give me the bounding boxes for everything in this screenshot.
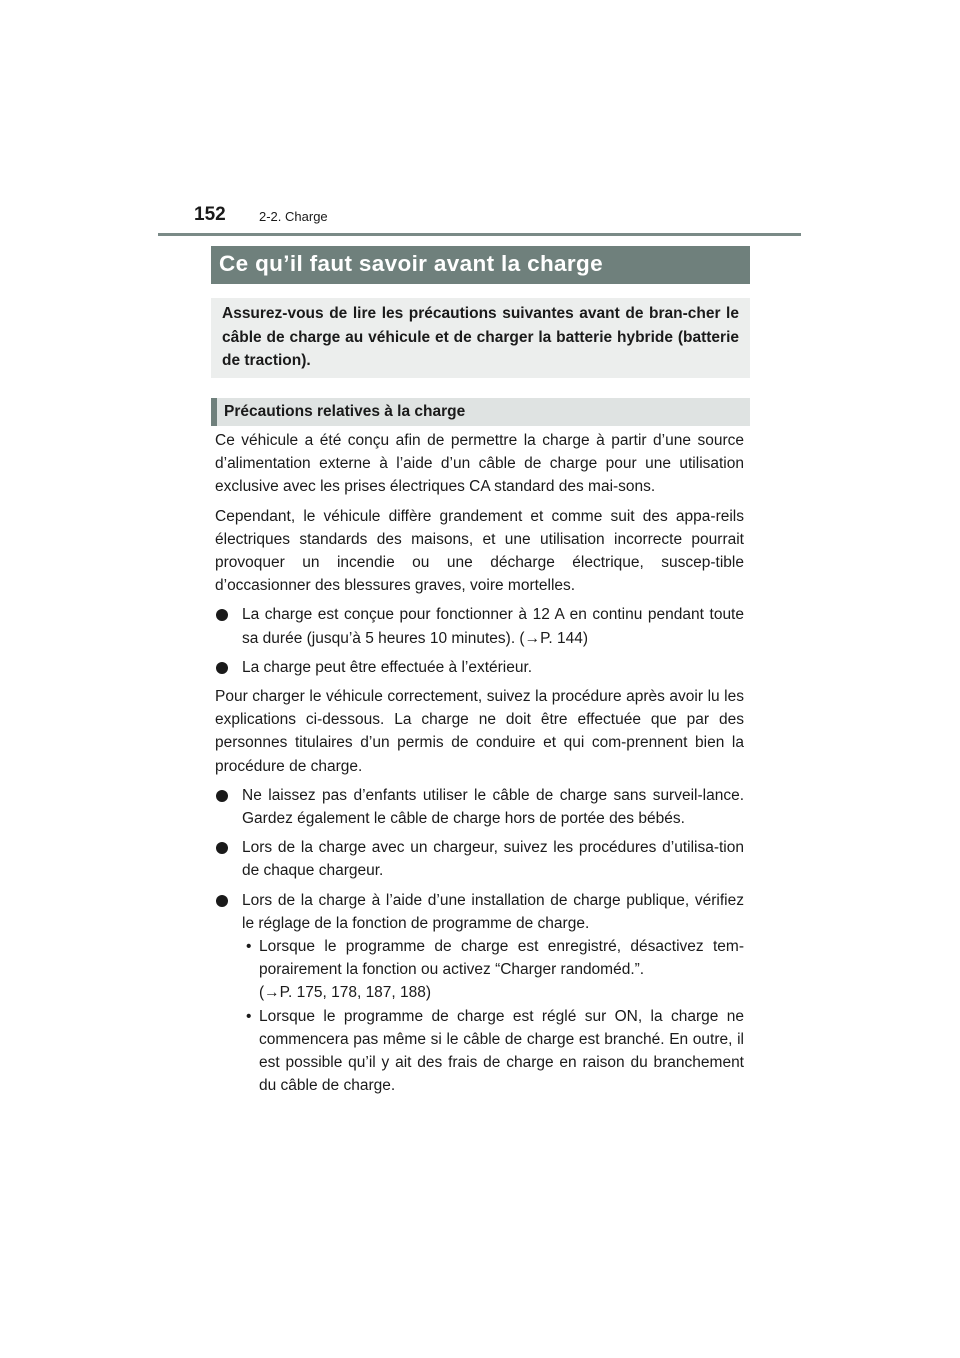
section-label: 2-2. Charge — [259, 209, 328, 224]
subheading: Précautions relatives à la charge — [224, 403, 466, 420]
paragraph-1: Ce véhicule a été conçu afin de permettre la charge à partir d’une source d’alimentation externe à l’aide d’un câble de charge pour une utilisation exclusive avec les prises électriques CA standard des mai-sons. — [215, 432, 744, 496]
bullet-item — [215, 784, 744, 830]
sub-bullet-item — [215, 1005, 744, 1098]
sub-bullet-text: Lorsque le programme de charge est réglé sur ON, la charge ne commencera pas même si le câble de charge est branché. En outre, il est possible qu’il y ait des frais de charge en raison du branchement du câble de charge. — [259, 1007, 744, 1095]
sub-bullet-text: Lorsque le programme de charge est enregistré, désactivez tem-porairement la fonction ou activez “Charger randoméd.”. — [259, 938, 744, 979]
sub-bullet-marker: • — [246, 938, 252, 956]
body-content — [215, 429, 744, 1097]
section-title-bar — [211, 246, 750, 284]
header-divider — [158, 233, 801, 236]
bullet-item — [215, 656, 744, 679]
bullet-dot-icon — [216, 842, 228, 854]
section-title: Ce qu’il faut savoir avant la charge — [219, 251, 603, 276]
bullet-text: La charge peut être effectuée à l’extérieur. — [242, 658, 533, 676]
sub-bullet-marker: • — [246, 1007, 252, 1025]
bullet-dot-icon — [216, 790, 228, 802]
bullet-dot-icon — [216, 662, 228, 674]
page-reference: (→P. 175, 178, 187, 188) — [259, 984, 432, 1002]
intro-box — [211, 298, 750, 378]
bullet-dot-icon — [216, 895, 228, 907]
subheading-accent — [211, 398, 217, 426]
bullet-item — [215, 603, 744, 649]
bullet-text: Ne laissez pas d’enfants utiliser le câble de charge sans surveil-lance. Gardez également le câble de charge hors de portée des bébés. — [242, 786, 744, 828]
bullet-item — [215, 889, 744, 935]
sub-bullet-item — [215, 935, 744, 1005]
intro-text: Assurez-vous de lire les précautions suivantes avant de bran-cher le câble de charge au véhicule et de charger la batterie hybride (batterie de traction). — [222, 305, 739, 369]
subheading-bar — [211, 398, 750, 426]
bullet-text: Lors de la charge à l’aide d’une installation de charge publique, vérifiez le réglage de la fonction de programme de charge. — [242, 891, 744, 932]
bullet-text: Lors de la charge avec un chargeur, suivez les procédures d’utilisa-tion de chaque chargeur. — [242, 839, 744, 880]
bullet-item — [215, 836, 744, 882]
page-number: 152 — [194, 204, 226, 225]
bullet-dot-icon — [216, 609, 228, 621]
bullet-text: La charge est conçue pour fonctionner à 12 A en continu pendant toute sa durée (jusqu’à 5 heures 10 minutes). (→P. 144) — [242, 606, 744, 647]
paragraph-3: Pour charger le véhicule correctement, suivez la procédure après avoir lu les explications ci-dessous. La charge ne doit être effectuée que par des personnes titulaires d’un permis de conduire et qui com-prennent bien la procédure de charge. — [215, 688, 744, 775]
paragraph-2: Cependant, le véhicule diffère grandement et comme suit des appa-reils électriques standards des maisons, et une utilisation incorrecte pourrait provoquer un incendie ou une décharge électrique, suscep-tible d’occasionner des blessures graves, voire mortelles. — [215, 507, 744, 595]
